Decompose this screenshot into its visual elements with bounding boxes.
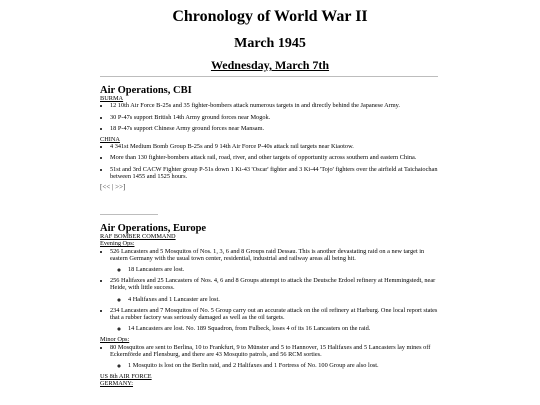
list-item	[110, 344, 440, 370]
list-item: • 51st and 3rd CACW Fighter group P-51s down 1 Ki-43 'Oscar' fighter and 3 Ki-44 'Tojo' fighters over the airfield at Taichaiochan between 1455 and 1525 hours.	[110, 166, 440, 180]
list-item: • 12 10th Air Force B-25s and 35 fighter-bombers attack numerous targets in and directly behind the Japanese Army.	[110, 102, 440, 109]
list-item: • More than 130 fighter-bombers attack rail, road, river, and other targets of opportunity across southern and eastern China.	[110, 154, 440, 161]
list-item: • 18 P-47s support Chinese Army ground forces near Mansam.	[110, 125, 440, 132]
minor-ops-list	[100, 344, 440, 370]
europe-heading: Air Operations, Europe	[100, 223, 207, 234]
list-item-text: 526 Lancasters and 5 Mosquitos of Nos. 1, 3, 6 and 8 Groups raid Dessau. This is another devastating raid on a new target in eastern Germany with the usual town center, residential, industrial and railway areas all being hit.	[110, 247, 425, 262]
china-label: CHINA	[100, 136, 120, 144]
sub-list	[110, 362, 440, 369]
sub-list	[110, 266, 440, 273]
burma-label: BURMA	[100, 95, 124, 103]
divider	[100, 214, 158, 215]
list-item: • 30 P-47s support British 14th Army ground forces near Mogok.	[110, 114, 440, 121]
list-item-text: 234 Lancasters and 7 Mosquitos of No. 5 Group carry out an accurate attack on the oil refinery at Harburg. One local report states that a rubber factory was seriously damaged as well as the oil targets.	[110, 306, 438, 322]
cbi-section	[100, 87, 440, 191]
sub-list-item: ◦ 4 Halifaxes and 1 Lancaster are lost.	[128, 296, 440, 303]
europe-section	[100, 225, 440, 388]
list-item	[110, 248, 440, 274]
china-list	[100, 143, 440, 180]
list-item	[110, 277, 440, 303]
usaf-label: US 8th AIR FORCE	[100, 373, 152, 381]
list-item: • 4 341st Medium Bomb Group B-25s and 9 14th Air Force P-40s attack rail targets near Kiaotow.	[110, 143, 440, 150]
page-title: Chronology of World War II	[172, 8, 368, 25]
minor-ops-label: Minor Ops:	[100, 336, 130, 344]
list-item-text: 256 Halifaxes and 25 Lancasters of Nos. 4, 6 and 8 Groups attempt to attack the Deutsche Erdoel refinery at Hemmingstedt, near Heide, with little success.	[110, 277, 436, 292]
sub-list-item: ◦ 14 Lancasters are lost. No. 189 Squadron, from Fulbeck, loses 4 of its 16 Lancasters on the raid.	[128, 325, 440, 332]
date-heading: Wednesday, March 7th	[210, 58, 330, 72]
germany-label: GERMANY:	[100, 380, 134, 388]
divider	[100, 76, 438, 77]
nav-arrows[interactable]: [<< | >>]	[100, 183, 126, 192]
raf-label: RAF BOMBER COMMAND	[100, 233, 176, 241]
month-heading: March 1945	[234, 36, 306, 51]
burma-list	[100, 102, 440, 132]
sub-list	[110, 325, 440, 332]
evening-ops-label: Evening Ops:	[100, 240, 135, 248]
sub-list	[110, 296, 440, 303]
sub-list-item: ◦ 1 Mosquito is lost on the Berlin raid, and 2 Halifaxes and 1 Fortress of No. 100 Group are also lost.	[128, 362, 440, 369]
list-item-text: 80 Mosquitos are sent to Berlina, 10 to Frankfurt, 9 to Münster and 5 to Hannover, 15 Halifaxes and 5 Lancasters lay mines off Eckernförde and Flensburg, and there are 43 Mosquito patrols, and 56 RCM sorties.	[110, 343, 431, 358]
list-item	[110, 307, 440, 333]
cbi-heading: Air Operations, CBI	[100, 85, 192, 96]
sub-list-item: ◦ 18 Lancasters are lost.	[128, 266, 440, 273]
evening-ops-list	[100, 248, 440, 333]
